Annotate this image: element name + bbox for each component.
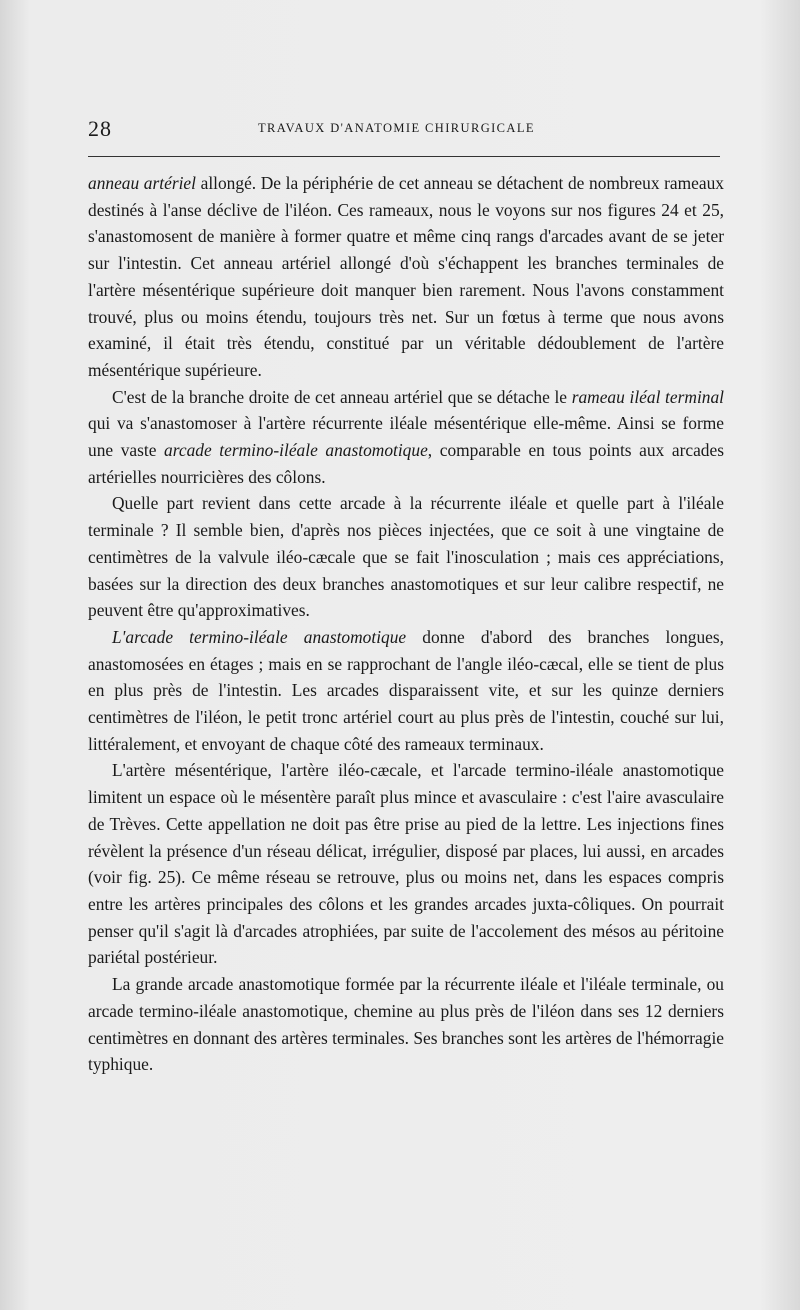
text-run: qui va s'anastomoser à l'artère récurrente iléale mésentérique elle-même. Ainsi se forme une vaste (88, 413, 724, 461)
italic-term: rameau iléal terminal (571, 386, 724, 407)
text-run: , comparable en tous points aux arcades artérielles nourricières des côlons. (88, 440, 724, 487)
italic-term: arcade termino-iléale anastomotique (164, 440, 428, 461)
text-run: La grande arcade anastomotique formée par la récurrente iléale et l'iléale terminale, ou arcade termino-iléale anastomotique, chemine au plus près de l'iléon dans ses 12 derniers centimètres en donnant des artères terminales. Ses branches sont les artères de l'hémorragie typhique. (88, 974, 724, 1075)
text-run: Quelle part revient dans cette arcade à la récurrente iléale et quelle part à l'iléale terminale ? Il semble bien, d'après nos pièces injectées, que ce soit à une vingtaine de centimètres de la valvule iléo-cæcale que se fait l'inosculation ; mais ces appréciations, basées sur la direction des deux branches anastomotiques et sur leur calibre respectif, ne peuvent être qu'approximatives. (88, 493, 724, 621)
italic-term: anneau artériel (88, 173, 196, 193)
text-run: C'est de la branche droite de cet anneau artériel que se détache le (112, 386, 572, 407)
paragraph (88, 624, 724, 758)
text-run: donne d'abord des branches longues, anastomosées en étages ; mais en se rapprochant de l'angle iléo-cæcal, elle se tient de plus en plus près de l'intestin. Les arcades disparaissent vite, et sur les quinze derniers centimètres de l'iléon, le petit tronc artériel court au plus près de l'intestin, couché sur lui, littéralement, et envoyant de chaque côté des rameaux terminaux. (88, 626, 724, 754)
paragraph (88, 170, 724, 384)
text-run: L'artère mésentérique, l'artère iléo-cæcale, et l'arcade termino-iléale anastomotique limitent un espace où le mésentère paraît plus mince et avasculaire : c'est l'aire avasculaire de Trèves. Cette appellation ne doit pas être prise au pied de la lettre. Les injections fines révèlent la présence d'un réseau délicat, irrégulier, disposé par places, lui aussi, en arcades (voir fig. 25). Ce même réseau se retrouve, plus ou moins net, dans les espaces compris entre les artères principales des côlons et les grandes arcades juxta-côliques. On pourrait penser qu'il s'agit là d'arcades atrophiées, par suite de l'accolement des mésos au péritoine pariétal postérieur. (88, 760, 724, 968)
paragraph (88, 757, 724, 971)
paragraph (88, 971, 724, 1078)
page-number: 28 (88, 116, 112, 141)
body-text (88, 170, 724, 1078)
running-title: TRAVAUX D'ANATOMIE CHIRURGICALE (258, 121, 535, 135)
text-run: allongé. De la périphérie de cet anneau se détachent de nombreux rameaux destinés à l'anse déclive de l'iléon. Ces rameaux, nous le voyons sur nos figures 24 et 25, s'anastomosent de manière à former quatre et même cinq rangs d'arcades avant de se jeter sur l'intestin. Cet anneau artériel allongé d'où s'échappent les branches terminales de l'artère mésentérique supérieure doit manquer bien rarement. Nous l'avons constamment trouvé, plus ou moins étendu, toujours très net. Sur un fœtus à terme que nous avons examiné, il était très étendu, constitué par un véritable dédoublement de l'artère mésentérique supérieure. (88, 173, 724, 380)
header-rule (88, 156, 720, 157)
paragraph (88, 490, 724, 624)
italic-term: L'arcade termino-iléale anastomotique (112, 626, 407, 647)
paragraph (88, 384, 724, 491)
page-header (88, 116, 720, 146)
